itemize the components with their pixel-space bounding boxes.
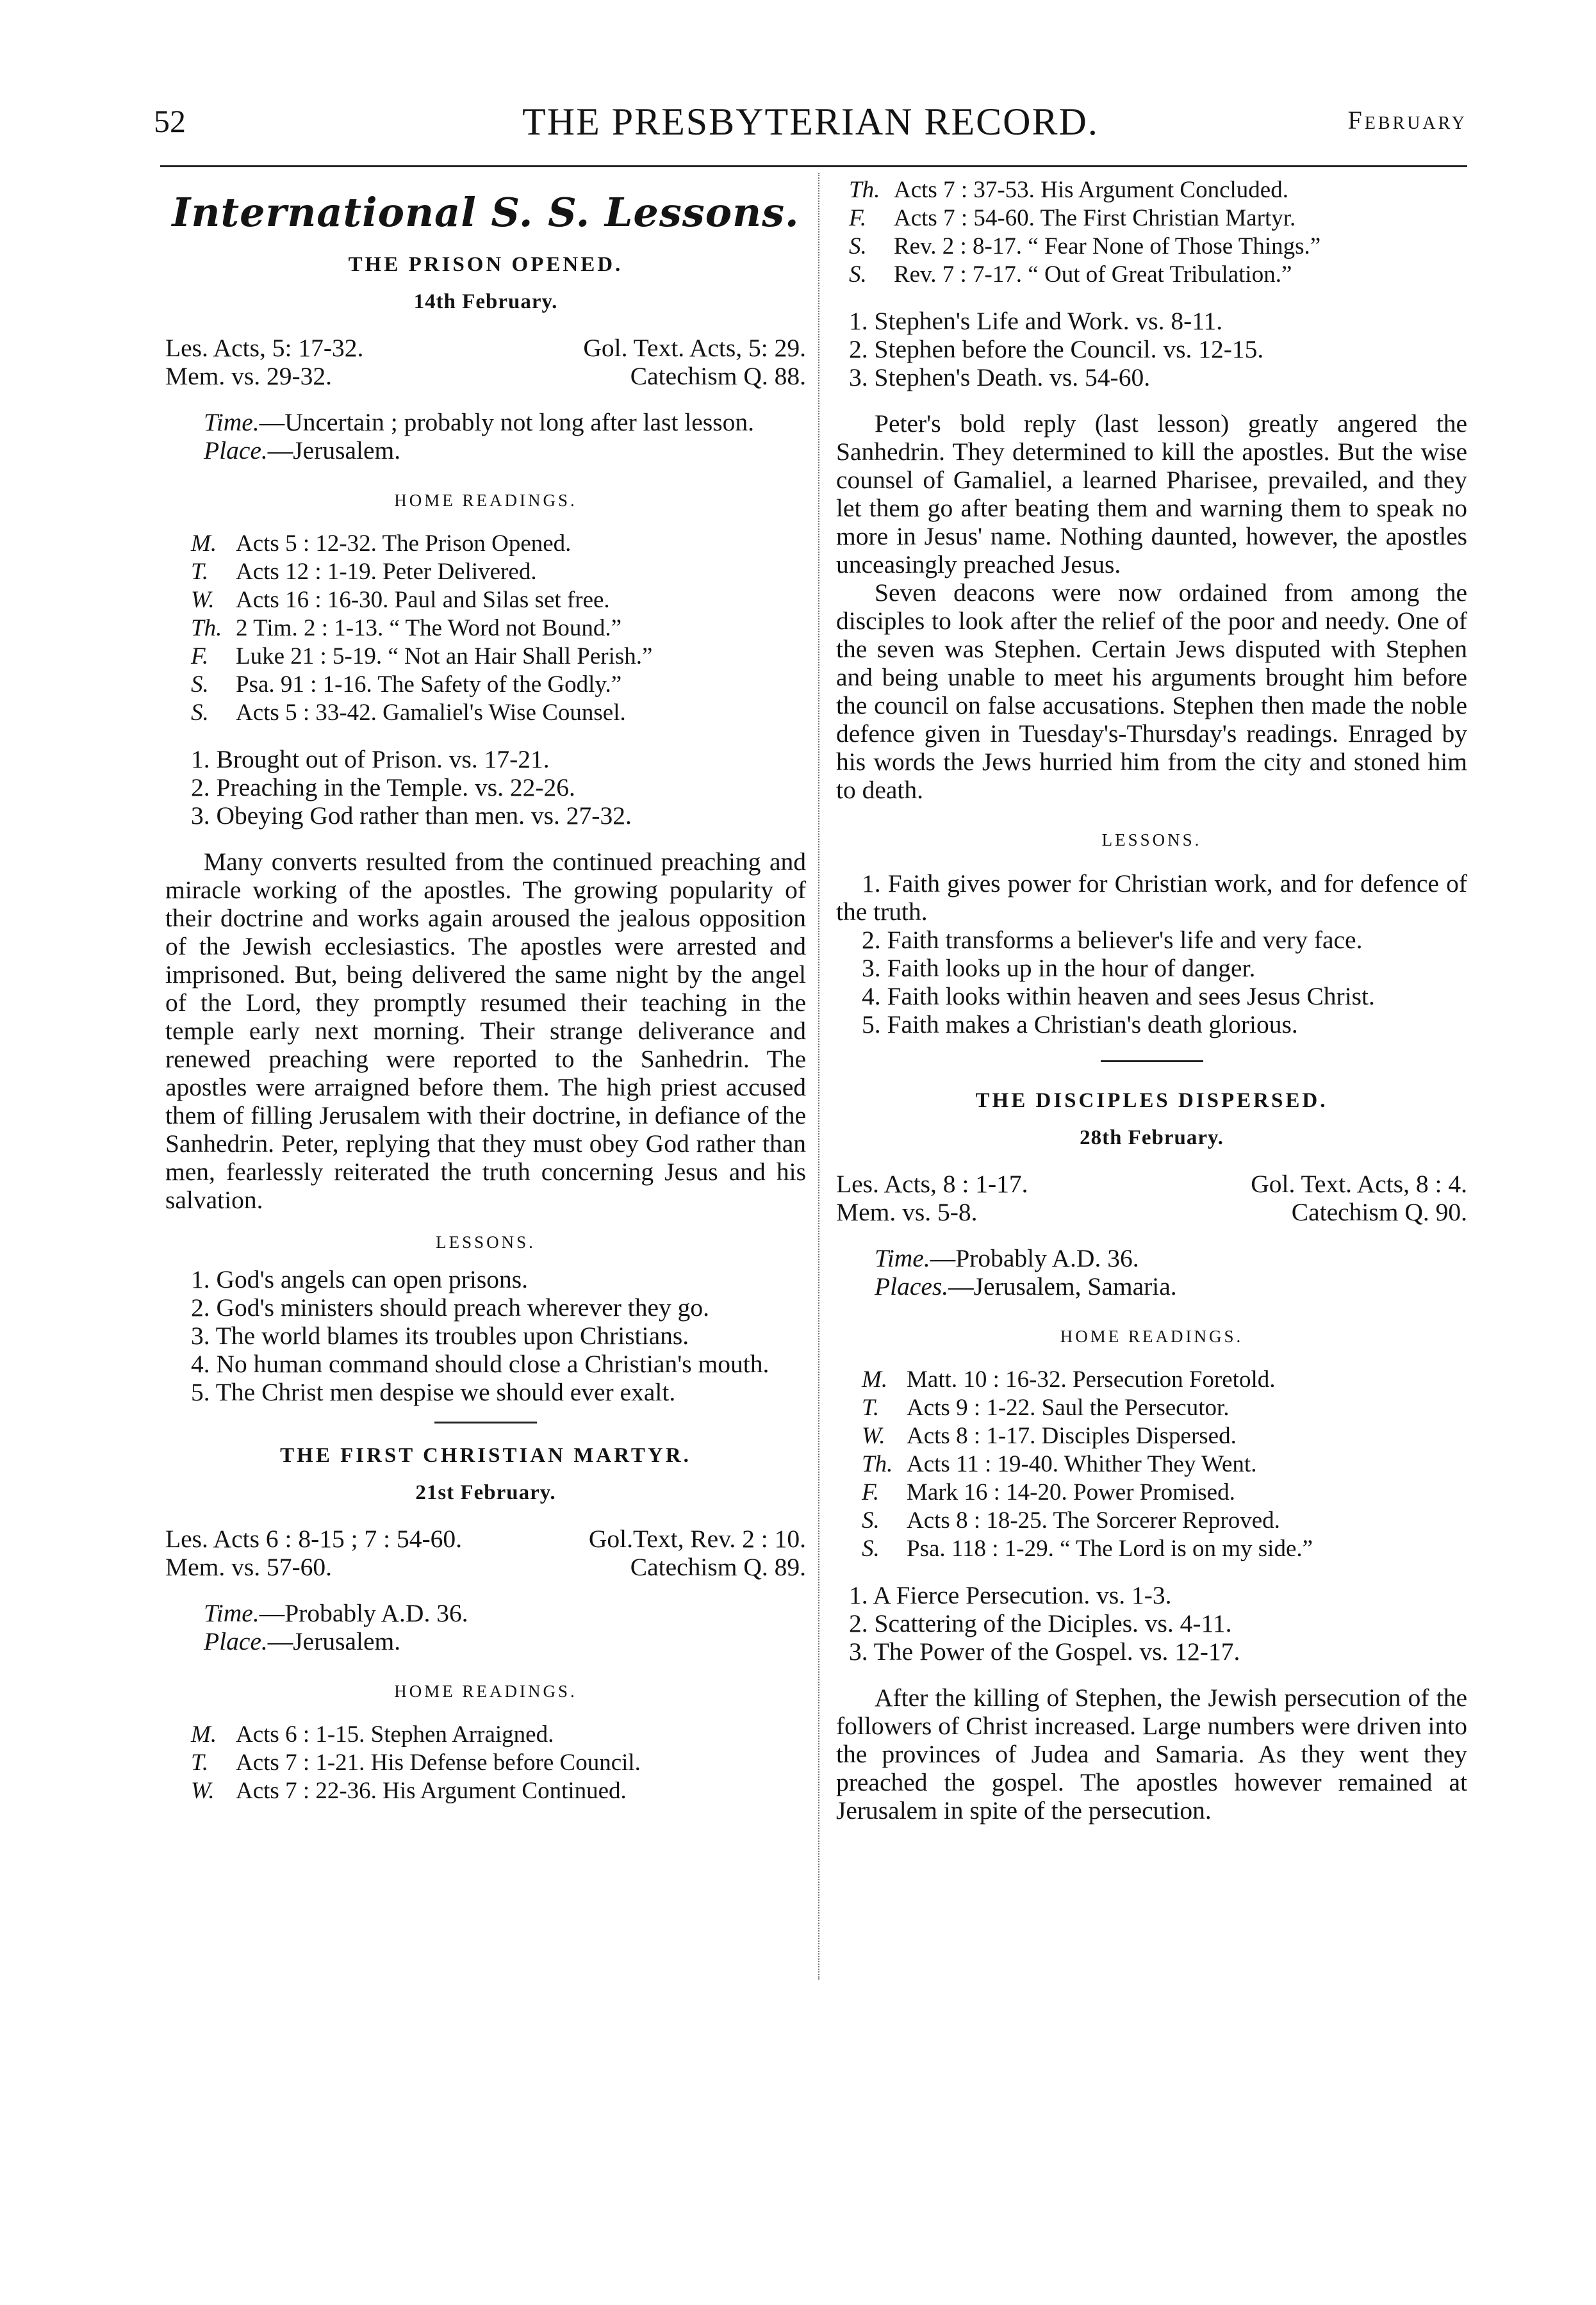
reading-day: F. bbox=[191, 643, 209, 669]
time-line bbox=[165, 1599, 806, 1627]
reading-day: Th. bbox=[862, 1451, 893, 1477]
outline-item: 1. A Fierce Persecution. vs. 1-3. bbox=[849, 1581, 1172, 1609]
reading-text: Luke 21 : 5-19. “ Not an Hair Shall Perish.” bbox=[236, 643, 653, 669]
reading-text: Acts 5 : 33-42. Gamaliel's Wise Counsel. bbox=[236, 700, 626, 726]
reading-text: Acts 11 : 19-40. Whither They Went. bbox=[907, 1451, 1257, 1477]
right-column bbox=[836, 176, 1467, 1825]
lesson-point: 4. No human command should close a Christian's mouth. bbox=[191, 1350, 769, 1378]
lesson-paragraph: Seven deacons were now ordained from among the disciples to look after the relief of the poor and needy. One of the seven was Stephen. Certain Jews disputed with Stephen and being unable to meet his arguments brought him before the council on false accusations. Stephen then made the noble defence given in Tuesday's-Thursday's readings. Enraged by his words the Jews hurried him from the city and stoned him to death. bbox=[836, 578, 1467, 804]
place-label: Place. bbox=[204, 436, 268, 464]
column-divider bbox=[818, 173, 819, 1980]
time-label: Time. bbox=[204, 408, 259, 436]
reading-text: Psa. 91 : 1-16. The Safety of the Godly.” bbox=[236, 671, 622, 698]
reading-text: Acts 7 : 1-21. His Defense before Council. bbox=[236, 1750, 641, 1776]
place-line bbox=[165, 436, 806, 464]
place-line bbox=[836, 1272, 1467, 1300]
reading-text: Acts 6 : 1-15. Stephen Arraigned. bbox=[236, 1721, 554, 1748]
outline-item: 2. Scattering of the Diciples. vs. 4-11. bbox=[849, 1609, 1232, 1637]
catechism-ref: Catechism Q. 88. bbox=[630, 362, 806, 390]
reading-text: Rev. 2 : 8-17. “ Fear None of Those Things.” bbox=[894, 233, 1321, 259]
journal-title: THE PRESBYTERIAN RECORD. bbox=[522, 101, 1099, 143]
place-text: —Jerusalem. bbox=[267, 1627, 401, 1655]
outline-item: 1. Stephen's Life and Work. vs. 8-11. bbox=[849, 307, 1223, 335]
page-number: 52 bbox=[154, 103, 186, 139]
lesson-meta bbox=[165, 1599, 806, 1655]
time-text: —Uncertain ; probably not long after last lesson. bbox=[259, 408, 754, 436]
lessons-list bbox=[165, 1265, 806, 1406]
section-divider bbox=[434, 1422, 537, 1423]
header-rule bbox=[160, 165, 1467, 167]
lesson-paragraph: Peter's bold reply (last lesson) greatly angered the Sanhedrin. They determined to kill the apostles. But the wise counsel of Gamaliel, a learned Pharisee, prevailed, and they let them go after beating them and warning them to speak no more in Jesus' name. Nothing daunted, however, the apostles unceasingly preached Jesus. bbox=[836, 409, 1467, 578]
reading-text: Acts 5 : 12-32. The Prison Opened. bbox=[236, 530, 572, 557]
lesson-point: 3. The world blames its troubles upon Christians. bbox=[191, 1322, 689, 1350]
place-text: —Jerusalem, Samaria. bbox=[948, 1272, 1177, 1300]
lessons-heading: LESSONS. bbox=[436, 1233, 536, 1252]
home-readings-heading: HOME READINGS. bbox=[394, 1682, 577, 1701]
reading-text: Acts 12 : 1-19. Peter Delivered. bbox=[236, 559, 537, 585]
reading-day: T. bbox=[191, 1750, 209, 1776]
reading-day: W. bbox=[191, 587, 215, 613]
reading-text: Acts 7 : 37-53. His Argument Concluded. bbox=[894, 177, 1288, 203]
reading-day: Th. bbox=[849, 177, 880, 203]
time-text: —Probably A.D. 36. bbox=[259, 1599, 468, 1627]
home-readings-continued bbox=[836, 176, 1467, 289]
lesson-point: 5. Faith makes a Christian's death glorious. bbox=[862, 1010, 1298, 1038]
reading-text: Acts 8 : 18-25. The Sorcerer Reproved. bbox=[907, 1507, 1280, 1534]
golden-text-ref: Gol. Text. Acts, 8 : 4. bbox=[1251, 1170, 1467, 1198]
memory-ref: Mem. vs. 57-60. bbox=[165, 1553, 333, 1581]
reading-text: Acts 8 : 1-17. Disciples Dispersed. bbox=[907, 1423, 1237, 1449]
lessons-list bbox=[836, 869, 1467, 1038]
golden-text-ref: Gol.Text, Rev. 2 : 10. bbox=[588, 1525, 806, 1553]
memory-ref: Mem. vs. 5-8. bbox=[836, 1198, 978, 1226]
time-label: Time. bbox=[875, 1244, 930, 1272]
reading-day: M. bbox=[191, 530, 217, 557]
lesson-title: THE FIRST CHRISTIAN MARTYR. bbox=[280, 1444, 691, 1467]
reading-day: S. bbox=[862, 1507, 880, 1534]
lesson-title: THE DISCIPLES DISPERSED. bbox=[975, 1089, 1328, 1112]
reading-day: S. bbox=[191, 700, 209, 726]
reading-text: Acts 7 : 22-36. His Argument Continued. bbox=[236, 1778, 627, 1804]
place-label: Place. bbox=[204, 1627, 268, 1655]
section-divider bbox=[1101, 1060, 1203, 1062]
left-column bbox=[165, 176, 806, 1805]
time-line bbox=[165, 408, 806, 436]
lesson-paragraph: Many converts resulted from the continued preaching and miracle working of the apostles. The growing popularity of their doctrine and works again aroused the jealous opposition of the Jewish ecclesiastics. The apostles were arrested and imprisoned. But, being delivered the same night by the angel of the Lord, they promptly resumed their teaching in the temple early next morning. Their strange deliverance and renewed preaching were reported to the Sanhedrin. The apostles were arraigned before them. The high priest accused them of filling Jerusalem with their doctrine, in defiance of the Sanhedrin. Peter, replying that they must obey God rather than men, fearlessly reiterated the truth concerning Jesus and his salvation. bbox=[165, 848, 806, 1214]
home-readings-heading: HOME READINGS. bbox=[1060, 1327, 1244, 1346]
outline-item: 2. Stephen before the Council. vs. 12-15. bbox=[849, 335, 1264, 363]
outline-item: 3. Obeying God rather than men. vs. 27-32. bbox=[191, 801, 632, 830]
lesson-date: 14th February. bbox=[413, 290, 558, 313]
home-readings bbox=[165, 1721, 806, 1805]
outline-item: 3. The Power of the Gospel. vs. 12-17. bbox=[849, 1637, 1240, 1666]
reading-day: T. bbox=[191, 559, 209, 585]
lesson-date: 28th February. bbox=[1080, 1126, 1224, 1149]
outline-item: 3. Stephen's Death. vs. 54-60. bbox=[849, 363, 1151, 391]
lesson-meta bbox=[165, 408, 806, 464]
lesson-point: 4. Faith looks within heaven and sees Jesus Christ. bbox=[862, 982, 1375, 1010]
reading-text: Matt. 10 : 16-32. Persecution Foretold. bbox=[907, 1366, 1276, 1393]
lesson-ref: Les. Acts 6 : 8-15 ; 7 : 54-60. bbox=[165, 1525, 462, 1553]
lessons-heading: LESSONS. bbox=[1101, 830, 1202, 849]
reading-day: S. bbox=[849, 261, 867, 288]
lesson-outline bbox=[836, 307, 1467, 391]
catechism-ref: Catechism Q. 90. bbox=[1291, 1198, 1467, 1226]
lesson-date: 21st February. bbox=[415, 1481, 556, 1504]
home-readings bbox=[165, 530, 806, 727]
lesson-refs bbox=[165, 334, 806, 390]
place-text: —Jerusalem. bbox=[267, 436, 401, 464]
reading-day: S. bbox=[862, 1536, 880, 1562]
reading-text: Acts 7 : 54-60. The First Christian Martyr. bbox=[894, 205, 1296, 231]
reading-day: S. bbox=[849, 233, 867, 259]
reading-text: Acts 9 : 1-22. Saul the Persecutor. bbox=[907, 1395, 1230, 1421]
reading-text: Mark 16 : 14-20. Power Promised. bbox=[907, 1479, 1235, 1505]
outline-item: 1. Brought out of Prison. vs. 17-21. bbox=[191, 745, 550, 773]
reading-text: Psa. 118 : 1-29. “ The Lord is on my side.” bbox=[907, 1536, 1313, 1562]
lesson-paragraph: After the killing of Stephen, the Jewish persecution of the followers of Christ increased. Large numbers were driven into the provinces of Judea and Samaria. As they went they preached the gospel. The apostles however remained at Jerusalem in spite of the persecution. bbox=[836, 1684, 1467, 1825]
home-readings-heading: HOME READINGS. bbox=[394, 491, 577, 510]
reading-day: M. bbox=[862, 1366, 888, 1393]
reading-day: W. bbox=[862, 1423, 885, 1449]
lesson-outline bbox=[836, 1581, 1467, 1666]
reading-day: T. bbox=[862, 1395, 880, 1421]
reading-day: Th. bbox=[191, 615, 222, 641]
page-header bbox=[154, 103, 1467, 147]
time-label: Time. bbox=[204, 1599, 259, 1627]
lesson-point: 1. Faith gives power for Christian work, and for defence of the truth. bbox=[836, 869, 1467, 926]
lesson-ref: Les. Acts, 8 : 1-17. bbox=[836, 1170, 1028, 1198]
lesson-point: 1. God's angels can open prisons. bbox=[191, 1265, 529, 1293]
reading-text: Rev. 7 : 7-17. “ Out of Great Tribulation.” bbox=[894, 261, 1292, 288]
home-readings bbox=[836, 1366, 1467, 1563]
reading-day: S. bbox=[191, 671, 209, 698]
lesson-refs bbox=[836, 1170, 1467, 1226]
lesson-point: 2. Faith transforms a believer's life and very face. bbox=[862, 926, 1363, 954]
place-line bbox=[165, 1627, 806, 1655]
outline-item: 2. Preaching in the Temple. vs. 22-26. bbox=[191, 773, 575, 801]
reading-day: F. bbox=[849, 205, 867, 231]
reading-day: W. bbox=[191, 1778, 215, 1804]
section-heading: International S. S. Lessons. bbox=[172, 189, 800, 236]
lesson-refs bbox=[165, 1525, 806, 1581]
lesson-outline bbox=[165, 745, 806, 830]
lesson-ref: Les. Acts, 5: 17-32. bbox=[165, 334, 364, 362]
memory-ref: Mem. vs. 29-32. bbox=[165, 362, 333, 390]
reading-day: M. bbox=[191, 1721, 217, 1748]
lesson-meta bbox=[836, 1244, 1467, 1300]
catechism-ref: Catechism Q. 89. bbox=[630, 1553, 806, 1581]
lesson-point: 2. God's ministers should preach wherever they go. bbox=[191, 1293, 709, 1322]
issue-month: February bbox=[1347, 106, 1467, 135]
reading-text: Acts 16 : 16-30. Paul and Silas set free. bbox=[236, 587, 610, 613]
time-text: —Probably A.D. 36. bbox=[930, 1244, 1139, 1272]
lesson-title: THE PRISON OPENED. bbox=[348, 253, 623, 276]
golden-text-ref: Gol. Text. Acts, 5: 29. bbox=[583, 334, 806, 362]
lesson-point: 5. The Christ men despise we should ever exalt. bbox=[191, 1378, 676, 1406]
time-line bbox=[836, 1244, 1467, 1272]
reading-day: F. bbox=[862, 1479, 880, 1505]
lesson-point: 3. Faith looks up in the hour of danger. bbox=[862, 954, 1256, 982]
place-label: Places. bbox=[875, 1272, 949, 1300]
reading-text: 2 Tim. 2 : 1-13. “ The Word not Bound.” bbox=[236, 615, 622, 641]
